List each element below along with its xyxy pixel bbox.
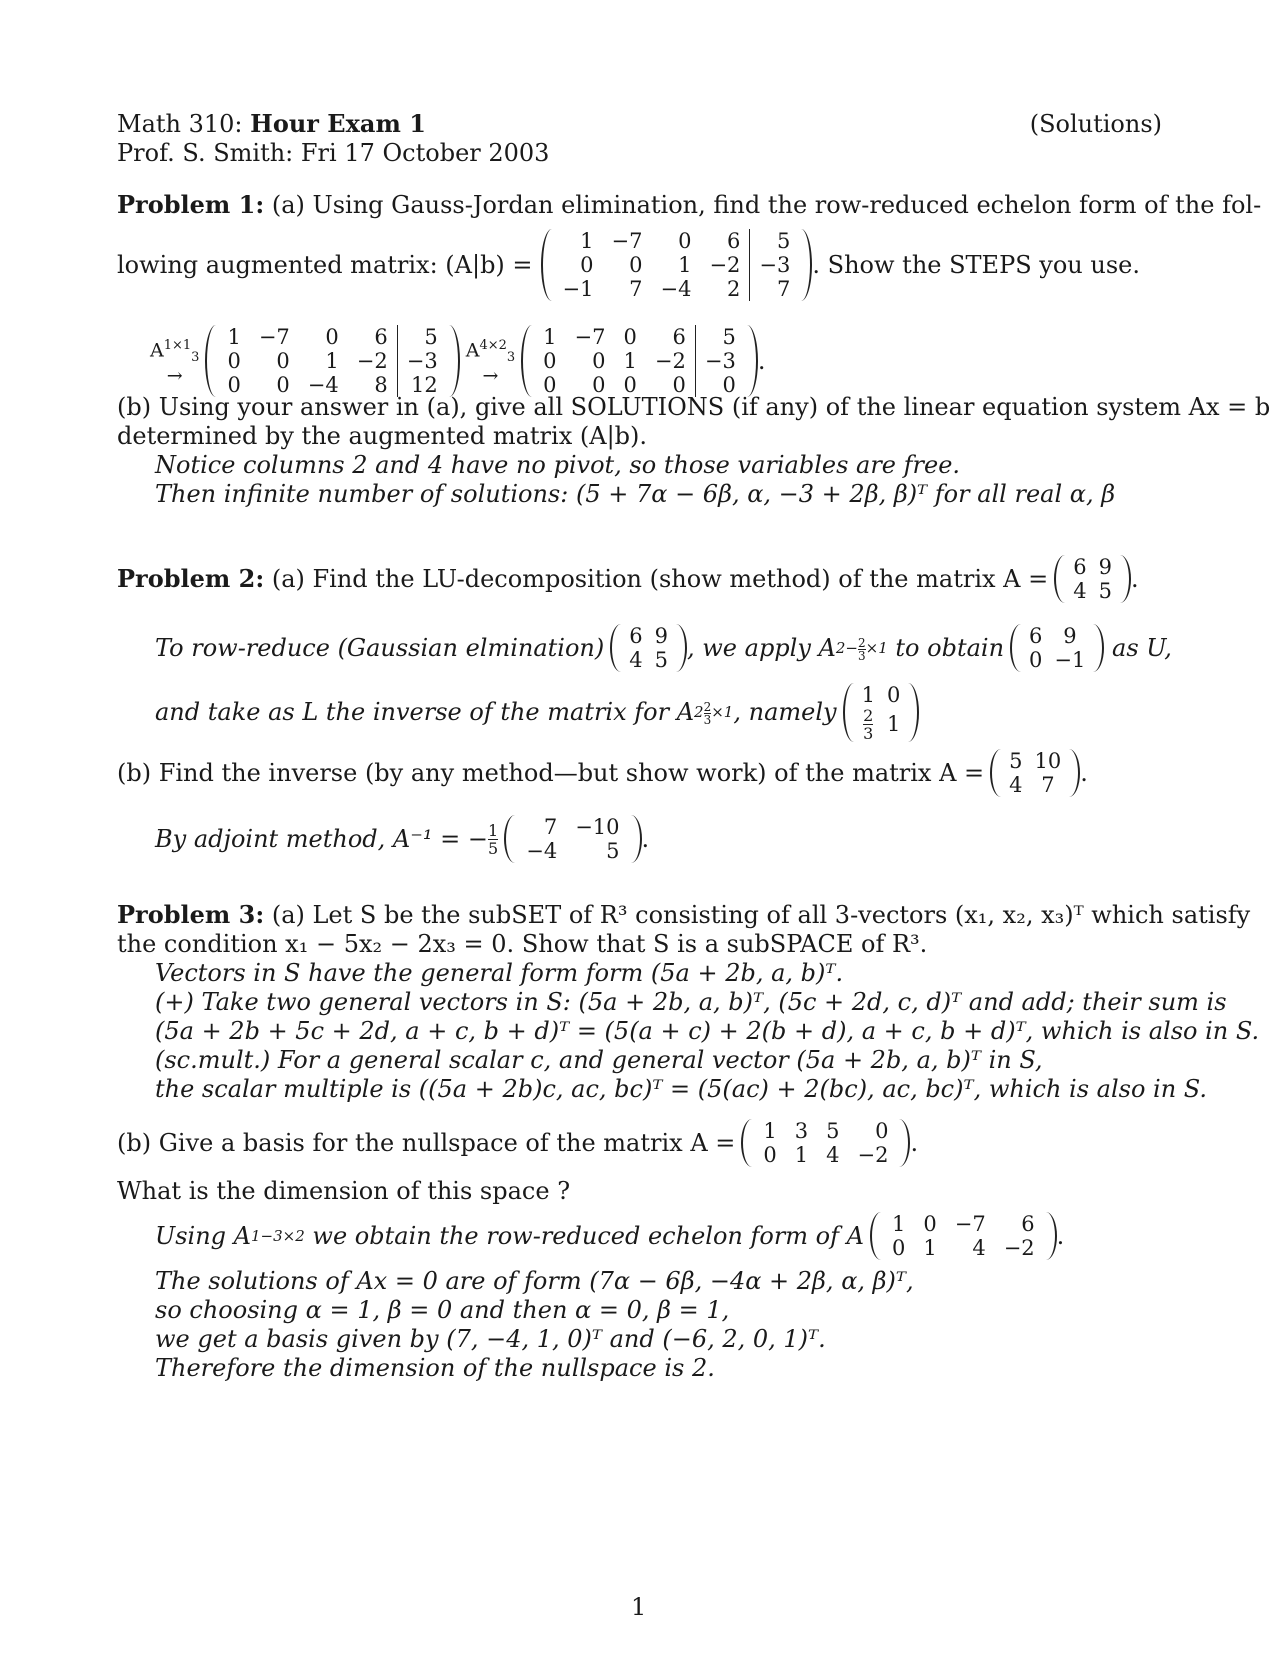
p2-matrix-L [843,683,920,742]
matrix-cell: 0 [763,1143,777,1167]
p1-answer-2: Then infinite number of solutions: (5 + 7α − 6β, α, −3 + 2β, β)ᵀ for all real α, β [155,480,1116,508]
p1-matrix-step1 [205,325,459,397]
matrix-row [623,624,674,648]
header-prof: Prof. S. Smith: Fri 17 October 2003 [117,139,550,167]
p2-l-line: and take as L the inverse of the matrix for A 2 $\frac{2}{3}$ ×1 , namely 1 0 $\frac{2}{3}$ 1 [155,680,919,744]
matrix-cell: 0 [672,373,686,397]
p1-matrix-step2-table [534,325,745,397]
matrix-row [534,349,745,373]
p1-augmented-line: lowing augmented matrix: (A|b) = 1 −7 0 6 5 0 0 1 −2 −3 −1 7 −4 2 7 . Show the STEPS you use. [117,229,1140,301]
matrix-cell: −2 [709,253,741,277]
matrix-cell: 6 [1021,1212,1035,1236]
matrix-cell: 0 [629,253,643,277]
matrix-cell: 0 [227,349,241,373]
p1-step1-arrow: $A^{1\times 1}_3$ → [150,337,200,388]
p3-sol-4: (sc.mult.) For a general scalar c, and general vector (5a + 2b, a, b)ᵀ in S, [155,1046,1043,1074]
matrix-cell: 12 [397,373,446,397]
p1-matrix-step1-table [218,325,446,397]
matrix-cell: 9 [1063,624,1077,648]
p2-matrix-U-table [1023,624,1091,672]
matrix-cell: 4 [972,1236,986,1260]
matrix-row [1003,749,1067,773]
p3-a-line1: Problem 3: (a) Let S be the subSET of R³ consisting of all 3-vectors (x₁, x₂, x₃)ᵀ which satisfy [117,900,1251,929]
p1-b-line1: (b) Using your answer in (a), give all SOLUTIONS (if any) of the linear equation system Ax = b [117,393,1271,421]
matrix-cell: 5 [1009,749,1023,773]
matrix-row [517,839,628,863]
p2-matrix-L-table: 1 0 $\frac{2}{3}$ 1 [861,682,901,743]
matrix-cell: −7 [611,229,643,253]
p3-b-dimension: What is the dimension of this space ? [117,1177,571,1205]
matrix-cell: 4 [1073,579,1087,603]
matrix-cell: 3 [794,1119,809,1143]
matrix-cell: 1 [623,349,637,373]
matrix-row [1003,773,1067,797]
p2-matrix-B [990,749,1080,797]
header-title: Math 310: Hour Exam 1 [117,109,426,138]
matrix-row [554,229,800,253]
matrix-cell: 7 [629,277,643,301]
matrix-cell: −2 [857,1143,889,1167]
matrix-cell: 1 [923,1236,937,1260]
matrix-cell: 10 [1034,749,1062,773]
p3-b-line: (b) Give a basis for the nullspace of the matrix A = 1 3 5 0 0 1 4 −2 . [117,1119,919,1167]
p1-matrix-table [554,229,800,301]
matrix-cell: 6 [1029,624,1043,648]
p1-answer-1: Notice columns 2 and 4 have no pivot, so those variables are free. [155,451,961,479]
p3-sol-5: the scalar multiple is ((5a + 2b)c, ac, bc)ᵀ = (5(ac) + 2(bc), ac, bc)ᵀ, which is also in S. [155,1075,1208,1103]
matrix-cell: 1 [763,1119,777,1143]
p3-sol-b4: Therefore the dimension of the nullspace is 2. [155,1354,715,1382]
matrix-cell: −1 [1054,648,1086,672]
matrix-row [883,1212,1044,1236]
matrix-cell: 0 [325,325,339,349]
matrix-cell: 5 [1098,579,1112,603]
matrix-cell: 4 [629,648,643,672]
matrix-cell: 0 [875,1119,889,1143]
matrix-cell: 1 [580,229,594,253]
matrix-cell: −3 [695,349,744,373]
matrix-cell: 0 [923,1212,937,1236]
matrix-cell: 7 [543,815,558,839]
matrix-cell: 0 [227,373,241,397]
matrix-row [534,325,745,349]
matrix-cell: 6 [672,325,686,349]
p2-adjoint: By adjoint method, A⁻¹ = − $\frac{1}{5}$ 7 −10 −4 5 . [155,815,650,863]
p3-matrix-A-table [754,1119,897,1167]
p2-matrix-A2-table [623,624,674,672]
p1-steps: $A^{1\times 1}_3$ → 1 −7 0 6 5 0 0 1 −2 −3 0 0 −4 8 12 $A^{4\times 2}_3$ → 1 −7 0 6 5 0 0 1 −2 −3 0 0 0 0 0 . [150,325,766,397]
matrix-cell: 5 [606,839,620,863]
p2-a-line: Problem 2: (a) Find the LU-decomposition (show method) of the matrix A = 6 9 4 5 . [117,555,1139,603]
matrix-cell: 1 [678,253,692,277]
p3-rref-line: Using A 1 −3×2 we obtain the row-reduced echelon form of A 1 0 −7 6 0 1 4 −2 . [155,1212,1065,1260]
matrix-cell: 5 [750,229,799,253]
p3-sol-1: Vectors in S have the general form form (5a + 2b, a, b)ᵀ. [155,959,844,987]
matrix-cell: 9 [654,624,668,648]
matrix-cell: 1 [794,1143,809,1167]
p1-matrix [541,229,813,301]
matrix-cell: −3 [397,349,446,373]
p3-sol-b1: The solutions of Ax = 0 are of form (7α − 6β, −4α + 2β, α, β)ᵀ, [155,1267,914,1295]
matrix-row [218,349,446,373]
matrix-cell: 0 [891,1236,906,1260]
p3-sol-b2: so choosing α = 1, β = 0 and then α = 0, β = 1, [155,1296,730,1324]
matrix-cell: 0 [623,325,637,349]
p3-matrix-A [741,1119,910,1167]
matrix-cell: 5 [654,648,668,672]
matrix-cell: −1 [562,277,594,301]
matrix-cell: 9 [1098,555,1112,579]
matrix-cell: 0 [623,373,637,397]
p3-a-line2: the condition x₁ − 5x₂ − 2x₃ = 0. Show that S is a subSPACE of R³. [117,930,928,958]
matrix-row [554,253,800,277]
matrix-cell: −7 [954,1212,986,1236]
matrix-cell: 0 [276,373,290,397]
matrix-cell: −7 [258,325,290,349]
p2-matrix-B-table [1003,749,1067,797]
matrix-cell: 1 [543,325,557,349]
matrix-cell: 8 [374,373,388,397]
matrix-cell: −3 [750,253,799,277]
matrix-cell: 0 [592,373,606,397]
p3-sol-b3: we get a basis given by (7, −4, 1, 0)ᵀ and (−6, 2, 0, 1)ᵀ. [155,1325,826,1353]
matrix-cell: 6 [1073,555,1087,579]
p1-matrix-step2 [521,325,758,397]
matrix-cell: 7 [750,277,799,301]
matrix-cell: −2 [1003,1236,1035,1260]
matrix-cell: 0 [695,373,744,397]
matrix-row [883,1236,1044,1260]
p2-matrix-A-table [1067,555,1118,603]
matrix-cell: 0 [1029,648,1043,672]
p2-lu-step: To row-reduce (Gaussian elmination) 6 9 4 5 , we apply A 2 − $\frac{2}{3}$ ×1 to obtain 6 9 0 −1 as U, [155,624,1172,672]
matrix-row [623,648,674,672]
matrix-cell: 5 [826,1119,840,1143]
p3-sol-2: (+) Take two general vectors in S: (5a + 2b, a, b)ᵀ, (5c + 2d, c, d)ᵀ and add; their sum is [155,988,1227,1016]
matrix-cell: 6 [727,229,741,253]
matrix-cell: 0 [276,349,290,373]
p1-step2-arrow: $A^{4\times 2}_3$ → [465,337,516,388]
page-number: 1 [631,1593,647,1621]
matrix-cell: 7 [1041,773,1055,797]
p1-b-line2: determined by the augmented matrix (A|b). [117,422,648,450]
matrix-cell: −4 [526,839,558,863]
matrix-cell: −4 [660,277,692,301]
matrix-cell: 6 [374,325,388,349]
matrix-cell: −2 [654,349,686,373]
matrix-cell: 0 [678,229,692,253]
p2-b-line: (b) Find the inverse (by any method—but show work) of the matrix A = 5 10 4 7 . [117,749,1088,797]
matrix-row [554,277,800,301]
p1-intro: Problem 1: (a) Using Gauss-Jordan elimination, find the row-reduced echelon form of the fol- [117,190,1262,219]
matrix-cell: 4 [826,1143,840,1167]
p2-matrix-Binv-table [517,815,628,863]
matrix-cell: 1 [891,1212,906,1236]
header-tag: (Solutions) [1029,110,1162,138]
matrix-cell: 2 [727,277,741,301]
matrix-cell: −2 [356,349,388,373]
matrix-cell: 0 [580,253,594,277]
matrix-row [1023,624,1091,648]
matrix-cell: −4 [307,373,339,397]
matrix-row [1023,648,1091,672]
matrix-cell: −7 [574,325,606,349]
matrix-cell: −10 [575,815,620,839]
p3-matrix-R [870,1212,1057,1260]
p2-matrix-A [1054,555,1131,603]
matrix-row [517,815,628,839]
matrix-cell: 5 [397,325,446,349]
p2-matrix-U [1010,624,1104,672]
matrix-cell: 4 [1009,773,1023,797]
matrix-cell: 1 [227,325,241,349]
matrix-row [754,1143,897,1167]
matrix-cell: 0 [543,349,557,373]
matrix-cell: 0 [592,349,606,373]
p3-sol-3: (5a + 2b + 5c + 2d, a + c, b + d)ᵀ = (5(a + c) + 2(b + d), a + c, b + d)ᵀ, which is also in S. [155,1017,1260,1045]
p2-matrix-A2 [610,624,687,672]
matrix-cell: 6 [629,624,643,648]
matrix-cell: 0 [543,373,557,397]
matrix-cell: 1 [325,349,339,373]
matrix-row [1067,555,1118,579]
matrix-cell: 5 [695,325,744,349]
matrix-row [218,325,446,349]
p2-matrix-Binv [504,815,641,863]
p3-matrix-R-table [883,1212,1044,1260]
matrix-row [1067,579,1118,603]
matrix-row [754,1119,897,1143]
